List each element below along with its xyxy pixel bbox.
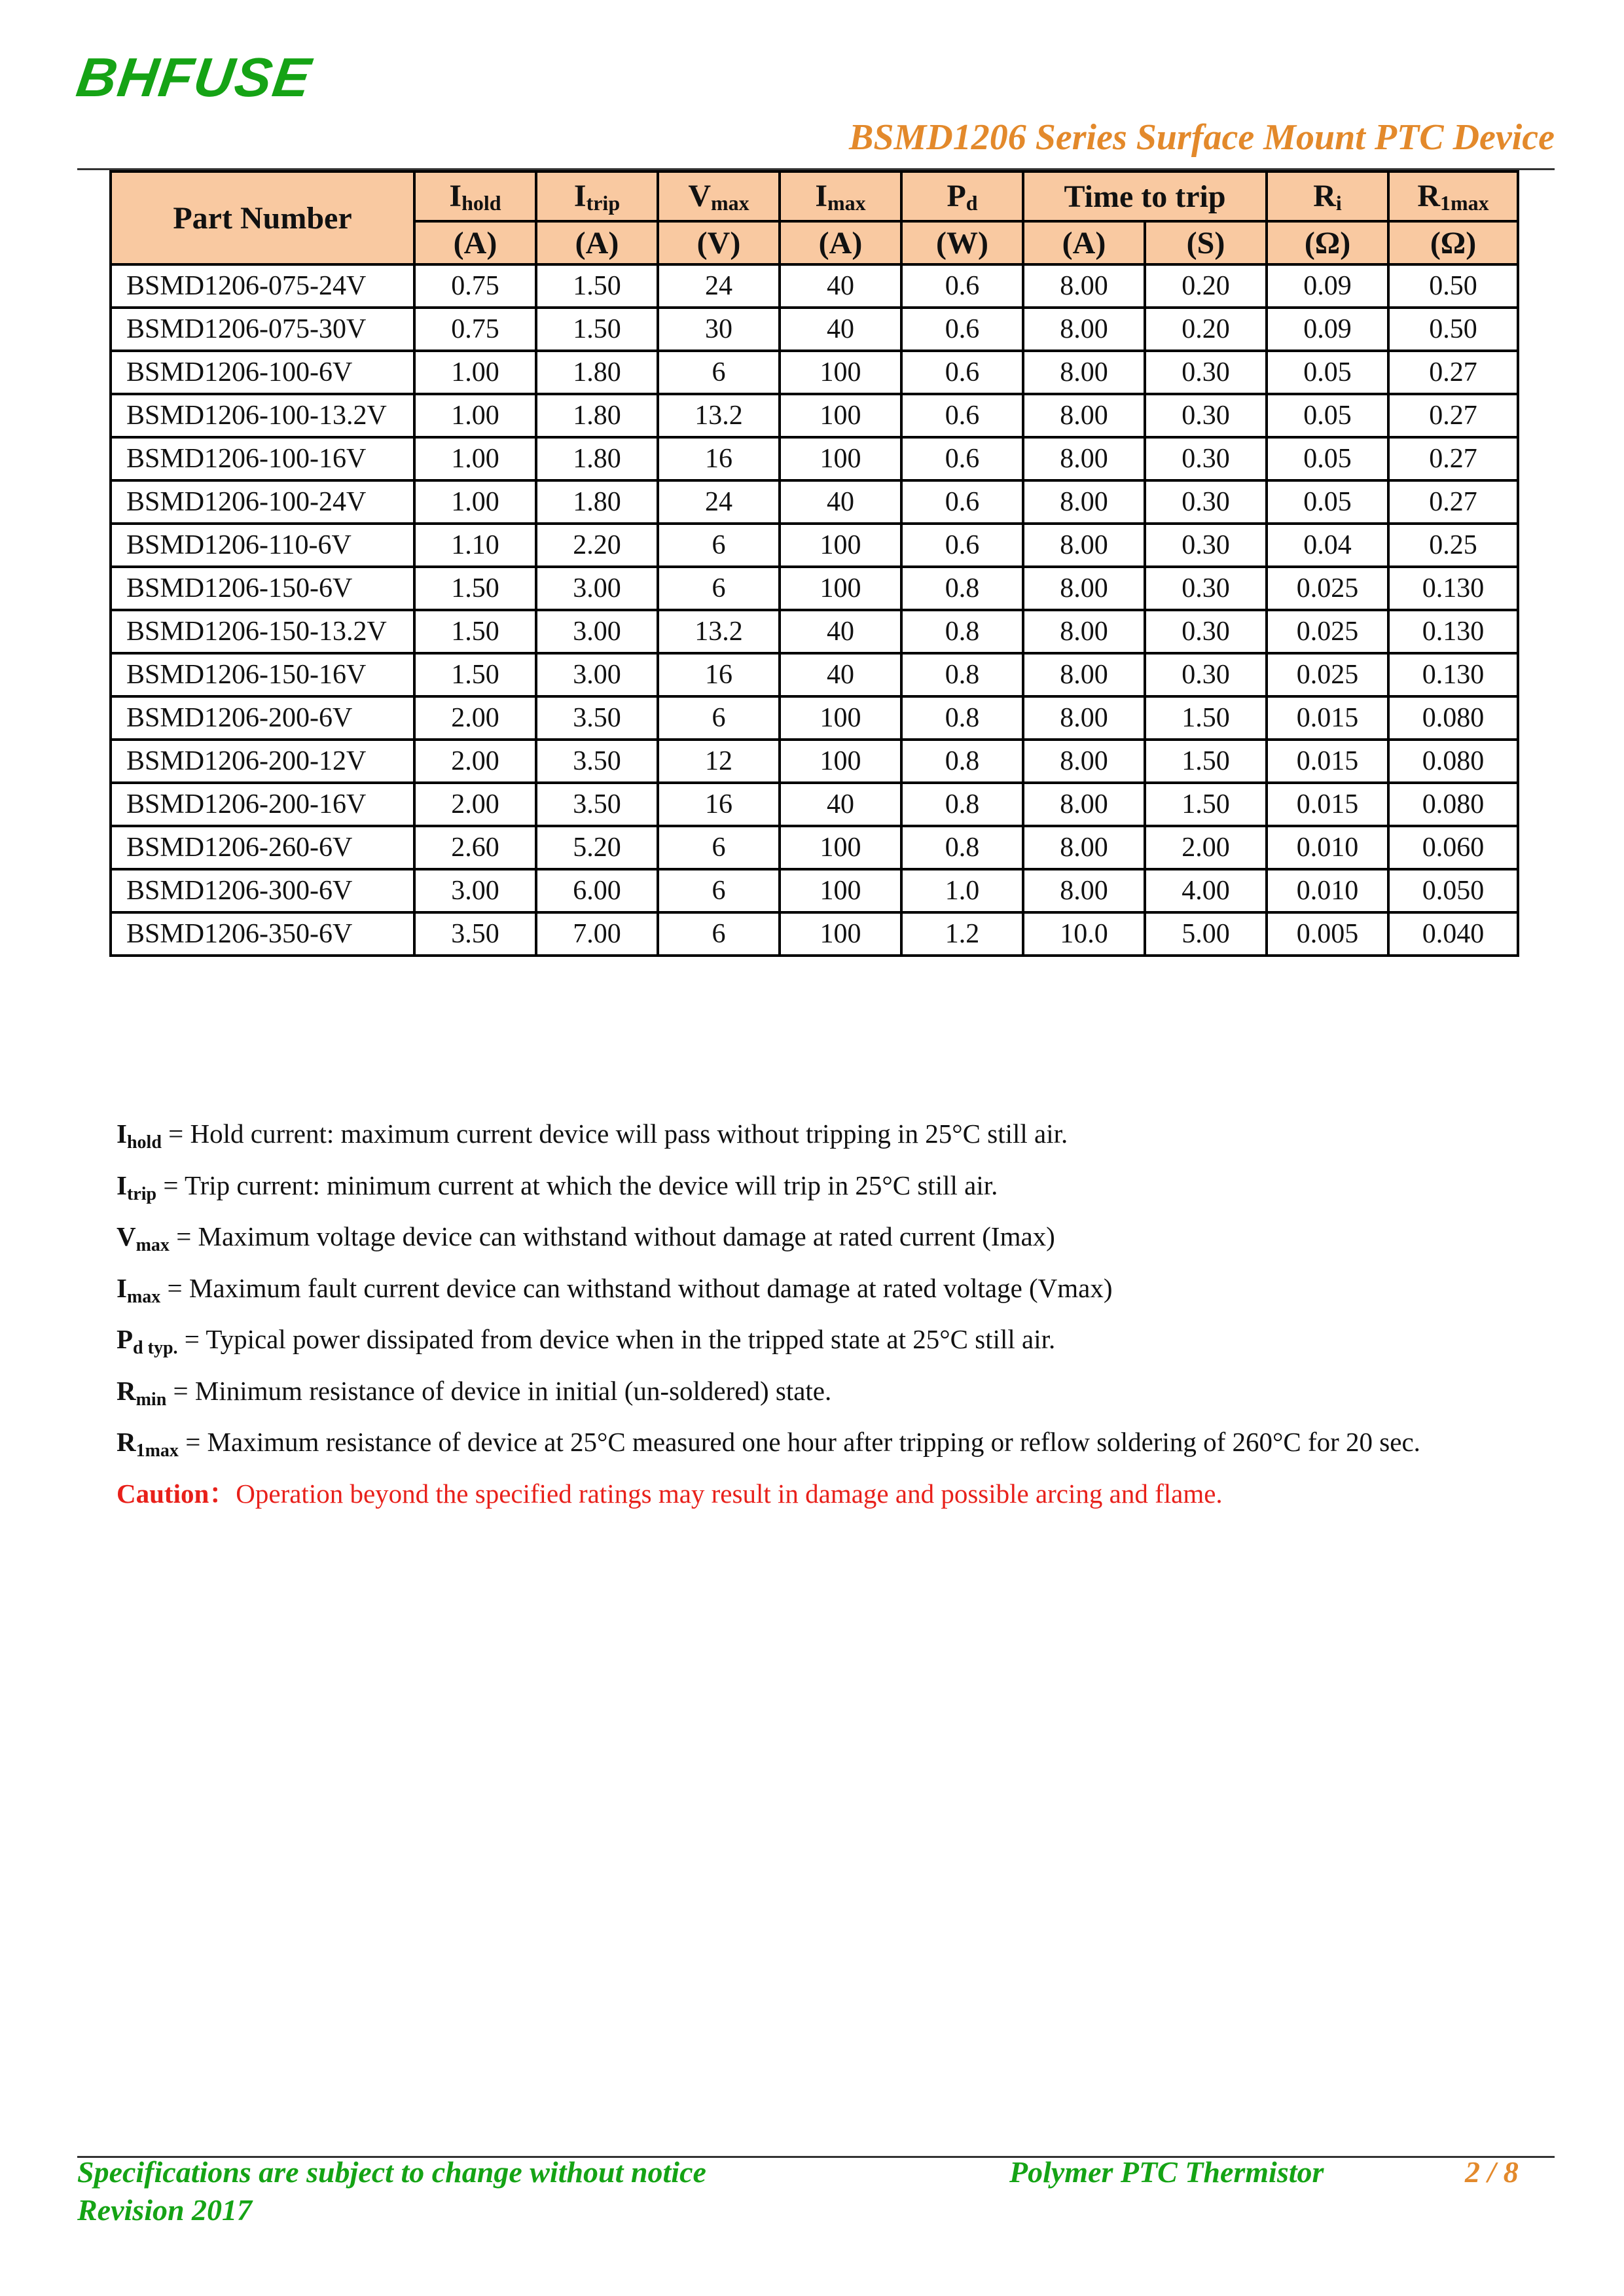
table-cell: 1.00 bbox=[414, 437, 536, 480]
table-cell: 1.50 bbox=[1145, 740, 1267, 783]
part-number-cell: BSMD1206-100-13.2V bbox=[111, 394, 414, 437]
table-cell: 1.10 bbox=[414, 524, 536, 567]
table-cell: 1.50 bbox=[414, 567, 536, 610]
table-cell: 40 bbox=[780, 783, 901, 826]
note-symbol: P bbox=[117, 1324, 134, 1354]
table-cell: 0.080 bbox=[1388, 740, 1518, 783]
table-cell: 0.010 bbox=[1267, 869, 1388, 912]
footer-revision: Revision 2017 bbox=[77, 2193, 253, 2227]
table-cell: 6 bbox=[658, 696, 780, 740]
table-cell: 1.50 bbox=[536, 308, 658, 351]
table-cell: 0.6 bbox=[901, 524, 1023, 567]
table-row bbox=[111, 653, 1518, 696]
part-number-cell: BSMD1206-200-16V bbox=[111, 783, 414, 826]
unit-r1max: (Ω) bbox=[1388, 221, 1518, 264]
note-pd-typ bbox=[117, 1318, 1420, 1370]
table-cell: 0.75 bbox=[414, 308, 536, 351]
table-cell: 8.00 bbox=[1023, 480, 1145, 524]
table-cell: 40 bbox=[780, 480, 901, 524]
table-cell: 16 bbox=[658, 437, 780, 480]
table-cell: 1.00 bbox=[414, 480, 536, 524]
note-symbol: I bbox=[117, 1272, 127, 1303]
note-itrip bbox=[117, 1164, 1420, 1216]
table-cell: 0.8 bbox=[901, 740, 1023, 783]
table-cell: 0.025 bbox=[1267, 567, 1388, 610]
column-symbol: P bbox=[947, 178, 966, 213]
table-cell: 0.130 bbox=[1388, 610, 1518, 653]
note-symbol: I bbox=[117, 1170, 127, 1200]
table-row bbox=[111, 696, 1518, 740]
table-cell: 0.09 bbox=[1267, 264, 1388, 308]
note-text: = Trip current: minimum current at which the device will trip in 25°C still air. bbox=[156, 1170, 998, 1200]
table-row bbox=[111, 826, 1518, 869]
table-cell: 0.040 bbox=[1388, 912, 1518, 956]
table-cell: 13.2 bbox=[658, 394, 780, 437]
table-cell: 6 bbox=[658, 351, 780, 394]
table-cell: 3.00 bbox=[536, 567, 658, 610]
part-number-cell: BSMD1206-100-6V bbox=[111, 351, 414, 394]
table-cell: 0.025 bbox=[1267, 610, 1388, 653]
table-cell: 100 bbox=[780, 351, 901, 394]
table-cell: 0.05 bbox=[1267, 437, 1388, 480]
part-number-cell: BSMD1206-100-16V bbox=[111, 437, 414, 480]
page-number: 2 / 8 bbox=[1465, 2155, 1519, 2189]
table-cell: 8.00 bbox=[1023, 653, 1145, 696]
table-cell: 0.080 bbox=[1388, 696, 1518, 740]
table-cell: 0.25 bbox=[1388, 524, 1518, 567]
table-cell: 0.6 bbox=[901, 480, 1023, 524]
table-cell: 0.060 bbox=[1388, 826, 1518, 869]
unit-pd: (W) bbox=[901, 221, 1023, 264]
part-number-cell: BSMD1206-300-6V bbox=[111, 869, 414, 912]
table-cell: 0.30 bbox=[1145, 524, 1267, 567]
table-cell: 0.30 bbox=[1145, 394, 1267, 437]
table-cell: 0.6 bbox=[901, 437, 1023, 480]
table-cell: 2.00 bbox=[414, 740, 536, 783]
table-cell: 12 bbox=[658, 740, 780, 783]
table-row bbox=[111, 524, 1518, 567]
note-subscript: trip bbox=[126, 1183, 157, 1204]
brand-logo: BHFUSE bbox=[73, 46, 316, 108]
note-text: = Maximum fault current device can withstand without damage at rated voltage (Vmax) bbox=[160, 1272, 1113, 1303]
note-text: = Hold current: maximum current device will pass without tripping in 25°C still air. bbox=[161, 1119, 1068, 1149]
table-row bbox=[111, 567, 1518, 610]
table-cell: 8.00 bbox=[1023, 437, 1145, 480]
column-symbol: I bbox=[815, 178, 828, 213]
note-subscript: max bbox=[126, 1286, 161, 1307]
table-cell: 0.8 bbox=[901, 696, 1023, 740]
table-cell: 6 bbox=[658, 869, 780, 912]
column-header-time-to-trip: Time to trip bbox=[1023, 171, 1267, 221]
table-cell: 40 bbox=[780, 653, 901, 696]
table-cell: 100 bbox=[780, 740, 901, 783]
table-cell: 2.60 bbox=[414, 826, 536, 869]
table-cell: 10.0 bbox=[1023, 912, 1145, 956]
table-cell: 1.80 bbox=[536, 437, 658, 480]
table-cell: 8.00 bbox=[1023, 740, 1145, 783]
table-cell: 8.00 bbox=[1023, 264, 1145, 308]
unit-ihold: (A) bbox=[414, 221, 536, 264]
table-cell: 0.015 bbox=[1267, 783, 1388, 826]
table-cell: 3.00 bbox=[536, 610, 658, 653]
table-cell: 3.50 bbox=[536, 696, 658, 740]
part-number-cell: BSMD1206-100-24V bbox=[111, 480, 414, 524]
column-symbol: I bbox=[573, 178, 586, 213]
table-cell: 0.025 bbox=[1267, 653, 1388, 696]
table-cell: 16 bbox=[658, 783, 780, 826]
unit-trip-current: (A) bbox=[1023, 221, 1145, 264]
table-cell: 3.00 bbox=[414, 869, 536, 912]
table-cell: 0.6 bbox=[901, 308, 1023, 351]
table-cell: 24 bbox=[658, 264, 780, 308]
table-cell: 7.00 bbox=[536, 912, 658, 956]
column-symbol: R bbox=[1417, 178, 1441, 213]
table-cell: 0.080 bbox=[1388, 783, 1518, 826]
caution-note bbox=[117, 1473, 1420, 1516]
unit-itrip: (A) bbox=[536, 221, 658, 264]
table-cell: 40 bbox=[780, 610, 901, 653]
note-symbol: R bbox=[117, 1375, 136, 1406]
unit-ri: (Ω) bbox=[1267, 221, 1388, 264]
table-cell: 6.00 bbox=[536, 869, 658, 912]
unit-vmax: (V) bbox=[658, 221, 780, 264]
note-subscript: 1max bbox=[135, 1441, 179, 1461]
table-cell: 1.50 bbox=[414, 610, 536, 653]
note-vmax bbox=[117, 1215, 1420, 1267]
table-cell: 40 bbox=[780, 264, 901, 308]
table-cell: 8.00 bbox=[1023, 394, 1145, 437]
column-subscript: i bbox=[1335, 190, 1342, 215]
column-header-imax bbox=[780, 171, 901, 221]
table-cell: 0.20 bbox=[1145, 308, 1267, 351]
table-cell: 6 bbox=[658, 912, 780, 956]
part-number-cell: BSMD1206-200-12V bbox=[111, 740, 414, 783]
table-cell: 0.010 bbox=[1267, 826, 1388, 869]
table-cell: 100 bbox=[780, 567, 901, 610]
table-cell: 0.015 bbox=[1267, 740, 1388, 783]
table-cell: 0.30 bbox=[1145, 437, 1267, 480]
table-cell: 8.00 bbox=[1023, 308, 1145, 351]
note-symbol: V bbox=[117, 1221, 136, 1251]
note-imax bbox=[117, 1267, 1420, 1319]
part-number-cell: BSMD1206-110-6V bbox=[111, 524, 414, 567]
table-cell: 8.00 bbox=[1023, 610, 1145, 653]
column-header-r1max bbox=[1388, 171, 1518, 221]
table-cell: 0.50 bbox=[1388, 308, 1518, 351]
table-cell: 3.00 bbox=[536, 653, 658, 696]
column-symbol: V bbox=[688, 178, 711, 213]
note-text: = Minimum resistance of device in initial (un-soldered) state. bbox=[166, 1375, 832, 1406]
note-symbol: I bbox=[117, 1119, 127, 1149]
table-cell: 16 bbox=[658, 653, 780, 696]
table-cell: 2.00 bbox=[414, 783, 536, 826]
table-cell: 100 bbox=[780, 912, 901, 956]
note-text: = Maximum voltage device can withstand without damage at rated current (Imax) bbox=[169, 1221, 1055, 1251]
table-cell: 6 bbox=[658, 524, 780, 567]
table-cell: 3.50 bbox=[414, 912, 536, 956]
table-cell: 100 bbox=[780, 394, 901, 437]
table-row bbox=[111, 912, 1518, 956]
spec-table-body bbox=[111, 264, 1518, 956]
table-cell: 1.00 bbox=[414, 351, 536, 394]
note-symbol: R bbox=[117, 1427, 136, 1457]
table-cell: 3.50 bbox=[536, 783, 658, 826]
note-subscript: min bbox=[135, 1389, 167, 1410]
table-row bbox=[111, 437, 1518, 480]
table-row bbox=[111, 783, 1518, 826]
footer-product: Polymer PTC Thermistor bbox=[1009, 2155, 1324, 2189]
table-cell: 0.05 bbox=[1267, 351, 1388, 394]
table-cell: 100 bbox=[780, 524, 901, 567]
column-subscript: max bbox=[711, 190, 749, 215]
column-header-part-number: Part Number bbox=[111, 171, 414, 264]
column-subscript: 1max bbox=[1440, 190, 1489, 215]
table-cell: 0.015 bbox=[1267, 696, 1388, 740]
column-subscript: hold bbox=[461, 190, 501, 215]
table-cell: 0.50 bbox=[1388, 264, 1518, 308]
table-cell: 5.20 bbox=[536, 826, 658, 869]
table-row bbox=[111, 480, 1518, 524]
table-cell: 24 bbox=[658, 480, 780, 524]
part-number-cell: BSMD1206-075-24V bbox=[111, 264, 414, 308]
column-header-ihold bbox=[414, 171, 536, 221]
note-ihold bbox=[117, 1113, 1420, 1164]
table-cell: 0.6 bbox=[901, 394, 1023, 437]
table-cell: 5.00 bbox=[1145, 912, 1267, 956]
document-title: BSMD1206 Series Surface Mount PTC Device bbox=[849, 117, 1555, 158]
table-cell: 0.30 bbox=[1145, 567, 1267, 610]
table-cell: 13.2 bbox=[658, 610, 780, 653]
table-cell: 0.04 bbox=[1267, 524, 1388, 567]
table-cell: 4.00 bbox=[1145, 869, 1267, 912]
table-header-row bbox=[111, 171, 1518, 221]
table-cell: 8.00 bbox=[1023, 869, 1145, 912]
table-cell: 0.6 bbox=[901, 264, 1023, 308]
table-cell: 0.75 bbox=[414, 264, 536, 308]
table-cell: 8.00 bbox=[1023, 696, 1145, 740]
table-cell: 0.30 bbox=[1145, 610, 1267, 653]
table-cell: 8.00 bbox=[1023, 567, 1145, 610]
part-number-cell: BSMD1206-150-6V bbox=[111, 567, 414, 610]
part-number-cell: BSMD1206-075-30V bbox=[111, 308, 414, 351]
table-cell: 0.130 bbox=[1388, 567, 1518, 610]
table-cell: 1.50 bbox=[536, 264, 658, 308]
caution-text: Operation beyond the specified ratings may result in damage and possible arcing and flame. bbox=[236, 1478, 1223, 1509]
table-cell: 0.6 bbox=[901, 351, 1023, 394]
table-row bbox=[111, 740, 1518, 783]
table-cell: 6 bbox=[658, 567, 780, 610]
table-cell: 2.20 bbox=[536, 524, 658, 567]
table-cell: 0.20 bbox=[1145, 264, 1267, 308]
table-row bbox=[111, 351, 1518, 394]
column-symbol: I bbox=[449, 178, 462, 213]
table-cell: 1.80 bbox=[536, 394, 658, 437]
table-cell: 8.00 bbox=[1023, 783, 1145, 826]
table-cell: 0.8 bbox=[901, 826, 1023, 869]
table-cell: 1.50 bbox=[1145, 696, 1267, 740]
table-cell: 0.005 bbox=[1267, 912, 1388, 956]
table-cell: 0.09 bbox=[1267, 308, 1388, 351]
note-r1max bbox=[117, 1421, 1420, 1473]
column-symbol: R bbox=[1313, 178, 1336, 213]
note-subscript: max bbox=[135, 1235, 170, 1255]
column-subscript: d bbox=[965, 190, 978, 215]
table-cell: 100 bbox=[780, 826, 901, 869]
column-header-itrip bbox=[536, 171, 658, 221]
table-cell: 0.27 bbox=[1388, 394, 1518, 437]
table-cell: 1.50 bbox=[1145, 783, 1267, 826]
table-cell: 0.05 bbox=[1267, 480, 1388, 524]
caution-label: Caution： bbox=[117, 1478, 236, 1509]
note-rmin bbox=[117, 1370, 1420, 1422]
spec-table bbox=[109, 170, 1519, 957]
unit-trip-time: (S) bbox=[1145, 221, 1267, 264]
note-text: = Maximum resistance of device at 25°C measured one hour after tripping or reflow soldering of 260°C for 20 sec. bbox=[178, 1427, 1420, 1457]
table-cell: 0.8 bbox=[901, 783, 1023, 826]
table-cell: 40 bbox=[780, 308, 901, 351]
table-cell: 2.00 bbox=[1145, 826, 1267, 869]
table-cell: 0.8 bbox=[901, 610, 1023, 653]
table-row bbox=[111, 308, 1518, 351]
table-cell: 1.0 bbox=[901, 869, 1023, 912]
table-cell: 0.30 bbox=[1145, 653, 1267, 696]
table-cell: 0.050 bbox=[1388, 869, 1518, 912]
part-number-cell: BSMD1206-260-6V bbox=[111, 826, 414, 869]
table-cell: 0.130 bbox=[1388, 653, 1518, 696]
note-text: = Typical power dissipated from device when in the tripped state at 25°C still air. bbox=[177, 1324, 1056, 1354]
table-row bbox=[111, 869, 1518, 912]
part-number-cell: BSMD1206-150-13.2V bbox=[111, 610, 414, 653]
column-subscript: trip bbox=[586, 190, 621, 215]
table-cell: 6 bbox=[658, 826, 780, 869]
table-cell: 0.27 bbox=[1388, 351, 1518, 394]
note-subscript: d typ. bbox=[133, 1338, 178, 1358]
table-cell: 1.80 bbox=[536, 480, 658, 524]
table-cell: 3.50 bbox=[536, 740, 658, 783]
table-cell: 8.00 bbox=[1023, 826, 1145, 869]
table-cell: 1.00 bbox=[414, 394, 536, 437]
column-header-ri bbox=[1267, 171, 1388, 221]
table-cell: 1.80 bbox=[536, 351, 658, 394]
column-header-pd bbox=[901, 171, 1023, 221]
table-cell: 1.2 bbox=[901, 912, 1023, 956]
note-subscript: hold bbox=[126, 1132, 162, 1153]
column-subscript: max bbox=[827, 190, 866, 215]
table-row bbox=[111, 264, 1518, 308]
part-number-cell: BSMD1206-350-6V bbox=[111, 912, 414, 956]
unit-imax: (A) bbox=[780, 221, 901, 264]
table-cell: 0.8 bbox=[901, 567, 1023, 610]
table-cell: 8.00 bbox=[1023, 524, 1145, 567]
table-row bbox=[111, 610, 1518, 653]
table-cell: 0.8 bbox=[901, 653, 1023, 696]
part-number-cell: BSMD1206-200-6V bbox=[111, 696, 414, 740]
table-cell: 100 bbox=[780, 696, 901, 740]
table-cell: 2.00 bbox=[414, 696, 536, 740]
table-cell: 0.27 bbox=[1388, 437, 1518, 480]
table-cell: 30 bbox=[658, 308, 780, 351]
definitions-notes bbox=[117, 1113, 1420, 1515]
part-number-cell: BSMD1206-150-16V bbox=[111, 653, 414, 696]
table-row bbox=[111, 394, 1518, 437]
footer-notice: Specifications are subject to change without notice bbox=[77, 2155, 706, 2189]
table-cell: 0.30 bbox=[1145, 480, 1267, 524]
table-cell: 1.50 bbox=[414, 653, 536, 696]
table-cell: 100 bbox=[780, 869, 901, 912]
column-header-vmax bbox=[658, 171, 780, 221]
table-cell: 0.30 bbox=[1145, 351, 1267, 394]
table-cell: 0.05 bbox=[1267, 394, 1388, 437]
table-cell: 100 bbox=[780, 437, 901, 480]
table-cell: 0.27 bbox=[1388, 480, 1518, 524]
table-cell: 8.00 bbox=[1023, 351, 1145, 394]
